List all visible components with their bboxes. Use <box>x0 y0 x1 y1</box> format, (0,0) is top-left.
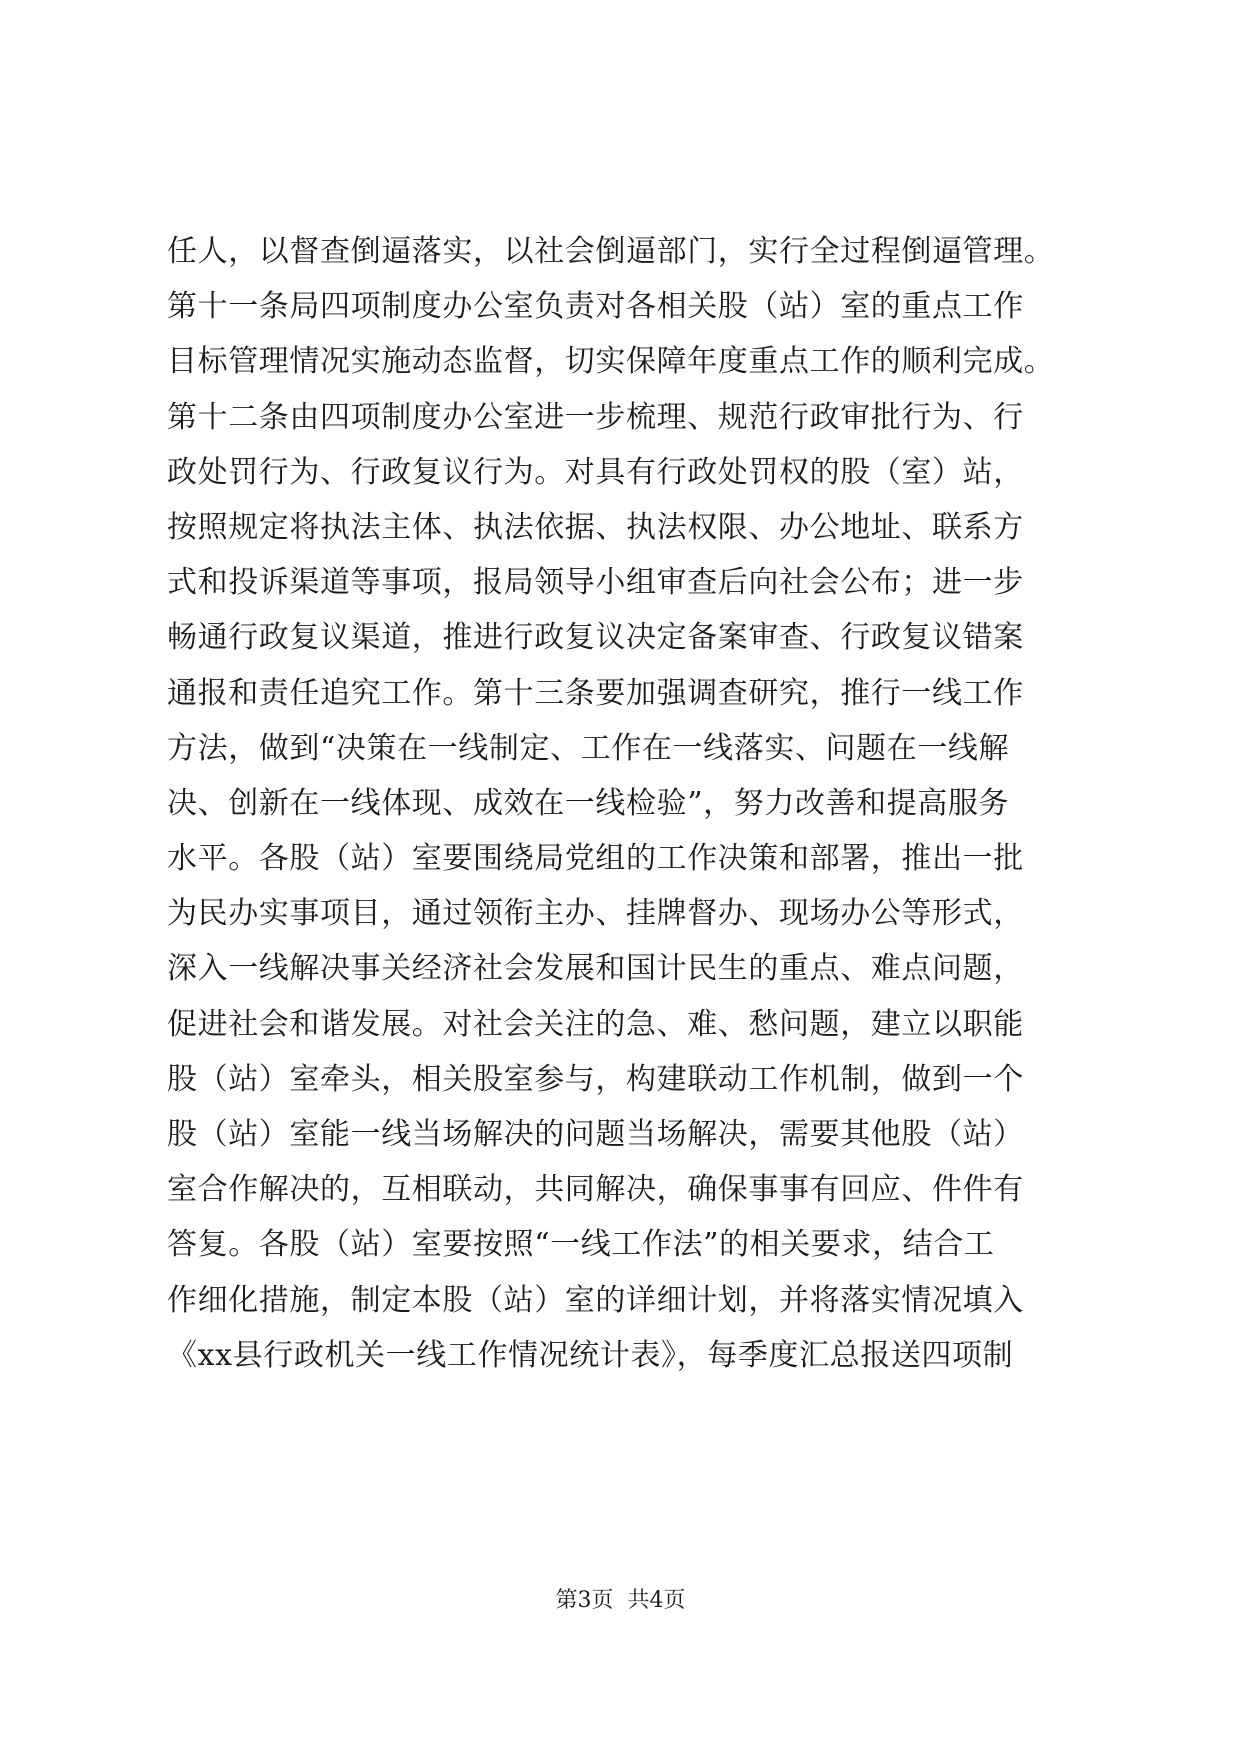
text-line: 答复。各股（站）室要按照“一线工作法”的相关要求，结合工 <box>167 1227 995 1263</box>
text-line: 畅通行政复议渠道，推进行政复议决定备案审查、行政复议错案 <box>167 620 1024 656</box>
text-line: 目标管理情况实施动态监督，切实保障年度重点工作的顺利完成。 <box>167 344 1055 380</box>
text-line: 任人，以督查倒逼落实，以社会倒逼部门，实行全过程倒逼管理。 <box>167 234 1055 269</box>
body-text <box>167 224 1102 1383</box>
text-line: 决、创新在一线体现、成效在一线检验”，努力改善和提高服务 <box>167 785 1010 821</box>
text-line: 按照规定将执法主体、执法依据、执法权限、办公地址、联系方 <box>167 509 1024 545</box>
text-line: 式和投诉渠道等事项，报局领导小组审查后向社会公布；进一步 <box>167 565 1024 601</box>
text-line: 第十二条由四项制度办公室进一步梳理、规范行政审批行为、行 <box>167 399 1024 435</box>
text-line: 室合作解决的，互相联动，共同解决，确保事事有回应、件件有 <box>167 1172 1024 1208</box>
text-line: 方法，做到“决策在一线制定、工作在一线落实、问题在一线解 <box>167 730 1010 766</box>
text-line: 通报和责任追究工作。第十三条要加强调查研究，推行一线工作 <box>167 675 1024 711</box>
text-line: 深入一线解决事关经济社会发展和国计民生的重点、难点问题， <box>167 951 1024 987</box>
text-line: 股（站）室能一线当场解决的问题当场解决，需要其他股（站） <box>167 1117 1024 1152</box>
text-line: 促进社会和谐发展。对社会关注的急、难、愁问题，建立以职能 <box>167 1006 1024 1042</box>
text-line: 政处罚行为、行政复议行为。对具有行政处罚权的股（室）站， <box>167 454 1024 490</box>
text-line: 作细化措施，制定本股（站）室的详细计划，并将落实情况填入 <box>167 1282 1024 1318</box>
text-line: 第十一条局四项制度办公室负责对各相关股（站）室的重点工作 <box>167 289 1024 325</box>
page-number-total: 共4页 <box>627 1588 686 1613</box>
text-line: 《xx县行政机关一线工作情况统计表》，每季度汇总报送四项制 <box>167 1337 1014 1373</box>
page-number-current: 第3页 <box>555 1588 614 1613</box>
page-footer <box>0 1586 1241 1616</box>
text-line: 水平。各股（站）室要围绕局党组的工作决策和部署，推出一批 <box>167 841 1024 877</box>
text-line: 为民办实事项目，通过领衔主办、挂牌督办、现场办公等形式， <box>167 896 1024 932</box>
text-line: 股（站）室牵头，相关股室参与，构建联动工作机制，做到一个 <box>167 1061 1024 1097</box>
